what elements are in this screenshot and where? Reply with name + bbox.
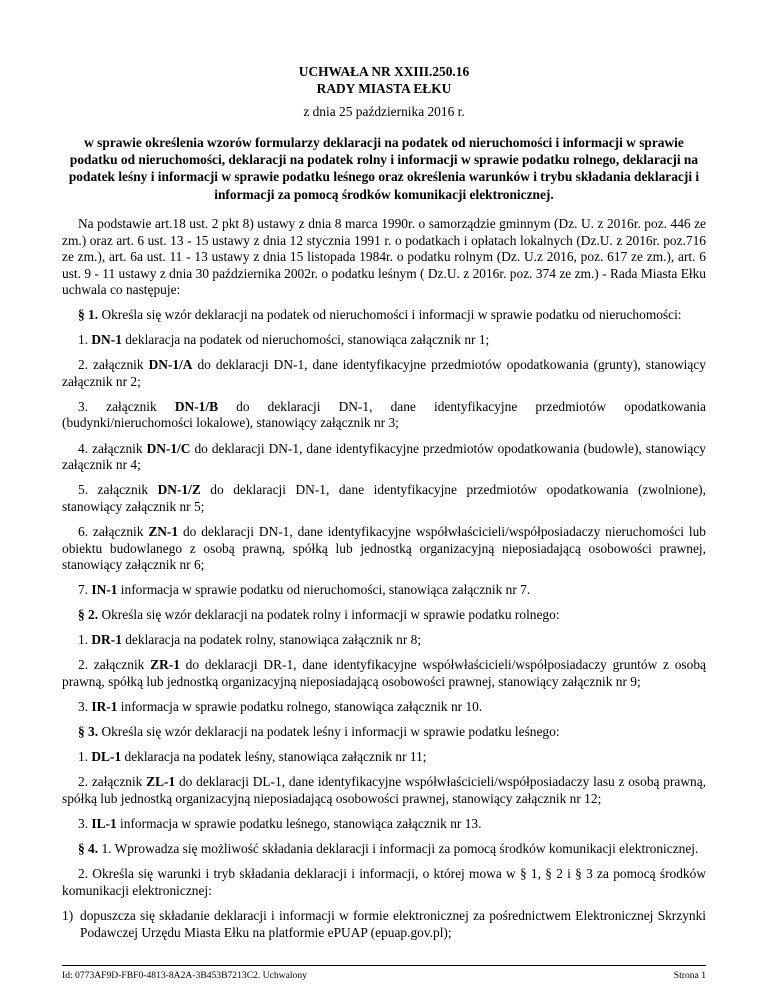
- item-code: IN-1: [91, 582, 118, 598]
- item-text: deklaracja na podatek rolny, stanowiąca załącznik nr 8;: [121, 632, 422, 648]
- list-item: [62, 657, 706, 690]
- paragraph-3-label: § 3.: [78, 724, 99, 740]
- item-code: ZL-1: [146, 774, 176, 790]
- list-item: [62, 332, 706, 349]
- item-prefix: 2. załącznik: [78, 774, 147, 790]
- item-prefix: 3. załącznik: [78, 398, 175, 414]
- page-footer: [62, 970, 706, 981]
- item-code: IR-1: [91, 699, 118, 715]
- resolution-body: [62, 216, 706, 950]
- item-prefix: 3.: [78, 699, 92, 715]
- item-code: DL-1: [91, 749, 122, 765]
- resolution-subject: w sprawie określenia wzorów formularzy deklaracji na podatek od nieruchomości i informacji w sprawie podatku od nieruchomości, deklaracji na podatek rolny i informacji w sprawie podatku rolnego, deklaracji na podatek leśny i informacji w sprawie podatku leśnego oraz określenia warunków i trybu składania deklaracji i informacji za pomocą środków komunikacji elektronicznej.: [68, 135, 700, 202]
- item-code: DN-1/Z: [157, 482, 201, 498]
- preamble: Na podstawie art.18 ust. 2 pkt 8) ustawy z dnia 8 marca 1990r. o samorządzie gminnym (Dz. U. z 2016r. poz. 446 ze zm.) oraz art. 6 ust. 13 - 15 ustawy z dnia 12 stycznia 1991 r. o podatkach i opłatach lokalnych (Dz.U. z 2016r. poz.716 ze zm.), art. 6a ust. 11 - 13 ustawy z dnia 15 listopada 1984r. o podatku rolnym (Dz. U.z 2016, poz. 617 ze zm.), art. 6 ust. 9 - 11 ustawy z dnia 30 października 2002r. o podatku leśnym ( Dz.U. z 2016r. poz. 374 ze zm.) - Rada Miasta Ełku uchwala co następuje:: [62, 216, 706, 298]
- item-prefix: 1.: [78, 749, 92, 765]
- resolution-date: z dnia 25 października 2016 r.: [303, 104, 465, 119]
- item-prefix: 2. załącznik: [78, 657, 151, 673]
- item-text: deklaracja na podatek od nieruchomości, stanowiąca załącznik nr 1;: [121, 332, 490, 348]
- list-item: [62, 699, 706, 716]
- title-line-2: RADY MIASTA EŁKU: [316, 81, 452, 96]
- footer-divider: [62, 965, 706, 966]
- item-text: informacja w sprawie podatku leśnego, stanowiąca załącznik nr 13.: [116, 816, 482, 832]
- list-item: [62, 774, 706, 807]
- item-text: do deklaracji DN-1, dane identyfikacyjne przedmiotów opodatkowania (budowle), stanowiący załącznik nr 4;: [62, 440, 706, 473]
- item-text: do deklaracji DN-1, dane identyfikacyjne przedmiotów opodatkowania (zwolnione), stanowiący załącznik nr 5;: [62, 482, 706, 514]
- paragraph-4-subpoint-1: [62, 908, 706, 941]
- title-line-1: UCHWAŁA NR XXIII.250.16: [298, 64, 470, 79]
- item-prefix: 3.: [78, 816, 92, 832]
- paragraph-2-text: Określa się wzór deklaracji na podatek rolny i informacji w sprawie podatku rolnego:: [98, 607, 560, 623]
- list-item: [62, 582, 706, 599]
- list-item: [62, 524, 706, 574]
- paragraph-1-text: Określa się wzór deklaracji na podatek od nieruchomości i informacji w sprawie podatku od nieruchomości:: [98, 306, 682, 322]
- list-item: [62, 441, 706, 474]
- item-code: DN-1/C: [146, 440, 191, 456]
- paragraph-2-label: § 2.: [78, 607, 99, 623]
- item-code: DN-1/A: [148, 357, 193, 373]
- item-prefix: 7.: [78, 582, 92, 598]
- paragraph-1-label: § 1.: [78, 306, 99, 322]
- list-item: [62, 816, 706, 833]
- item-code: DN-1/B: [174, 398, 219, 414]
- paragraph-4-text: 1. Wprowadza się możliwość składania deklaracji i informacji za pomocą środków komunikacji elektronicznej.: [98, 841, 699, 857]
- item-code: DN-1: [91, 332, 122, 348]
- subpoint-number: 1): [62, 908, 74, 923]
- item-prefix: 4. załącznik: [78, 440, 147, 456]
- item-text: do deklaracji DL-1, dane identyfikacyjne współwłaścicieli/współposiadaczy lasu z osobą prawną, spółką lub jednostką organizacyjną nieposiadającą osobowości prawnej, stanowiący załącznik nr 12;: [62, 774, 706, 807]
- paragraph-4-point-2: 2. Określa się warunki i tryb składania deklaracji i informacji, o której mowa w § 1, § 2 i § 3 za pomocą środków komunikacji elektronicznej:: [62, 866, 706, 898]
- list-item: [62, 482, 706, 515]
- paragraph-2-intro: [62, 607, 706, 624]
- list-item: [62, 357, 706, 390]
- subpoint-text: dopuszcza się składanie deklaracji i informacji w formie elektronicznej za pośrednictwem Elektronicznej Skrzynki Podawczej Urzędu Miasta Ełku na platformie ePUAP (epuap.gov.pl);: [80, 908, 706, 940]
- item-text: do deklaracji DN-1, dane identyfikacyjne przedmiotów opodatkowania (budynki/nieruchomości lokalowe), stanowiący załącznik nr 3;: [62, 398, 706, 431]
- resolution-title: [62, 63, 706, 97]
- item-text: informacja w sprawie podatku rolnego, stanowiąca załącznik nr 10.: [117, 699, 483, 715]
- item-prefix: 1.: [78, 632, 92, 648]
- paragraph-1-intro: [62, 307, 706, 324]
- item-text: informacja w sprawie podatku od nieruchomości, stanowiąca załącznik nr 7.: [117, 582, 531, 598]
- item-code: DR-1: [91, 632, 122, 648]
- item-prefix: 5. załącznik: [78, 482, 158, 498]
- paragraph-4-intro: [62, 841, 706, 858]
- list-item: [62, 749, 706, 766]
- paragraph-3-text: Określa się wzór deklaracji na podatek leśny i informacji w sprawie podatku leśnego:: [98, 724, 560, 740]
- item-text: do deklaracji DR-1, dane identyfikacyjne współwłaścicieli/współposiadaczy gruntów z osobą prawną, spółką lub jednostką organizacyjną nieposiadającą osobowości prawnej, stanowiący załącznik nr 9;: [62, 657, 706, 690]
- document-id: Id: 0773AF9D-FBF0-4813-8A2A-3B453B7213C2. Uchwalony: [62, 970, 307, 981]
- item-text: do deklaracji DN-1, dane identyfikacyjne współwłaścicieli/współposiadaczy nieruchomości lub obiektu budowlanego z osobą prawną, spółką lub jednostką organizacyjną nieposiadającą osobowości prawnej, stanowiący załącznik nr 6;: [62, 523, 706, 573]
- item-prefix: 1.: [78, 332, 92, 348]
- item-text: do deklaracji DN-1, dane identyfikacyjne przedmiotów opodatkowania (grunty), stanowiący załącznik nr 2;: [62, 357, 706, 389]
- item-code: ZN-1: [148, 523, 179, 539]
- list-item: [62, 399, 706, 432]
- item-text: deklaracja na podatek leśny, stanowiąca załącznik nr 11;: [121, 749, 427, 765]
- item-prefix: 2. załącznik: [78, 357, 149, 373]
- paragraph-3-intro: [62, 724, 706, 741]
- paragraph-4-label: § 4.: [78, 841, 99, 857]
- item-prefix: 6. załącznik: [78, 523, 149, 539]
- item-code: ZR-1: [150, 657, 180, 673]
- list-item: [62, 632, 706, 649]
- item-code: IL-1: [91, 816, 117, 832]
- page-number: Strona 1: [673, 970, 706, 981]
